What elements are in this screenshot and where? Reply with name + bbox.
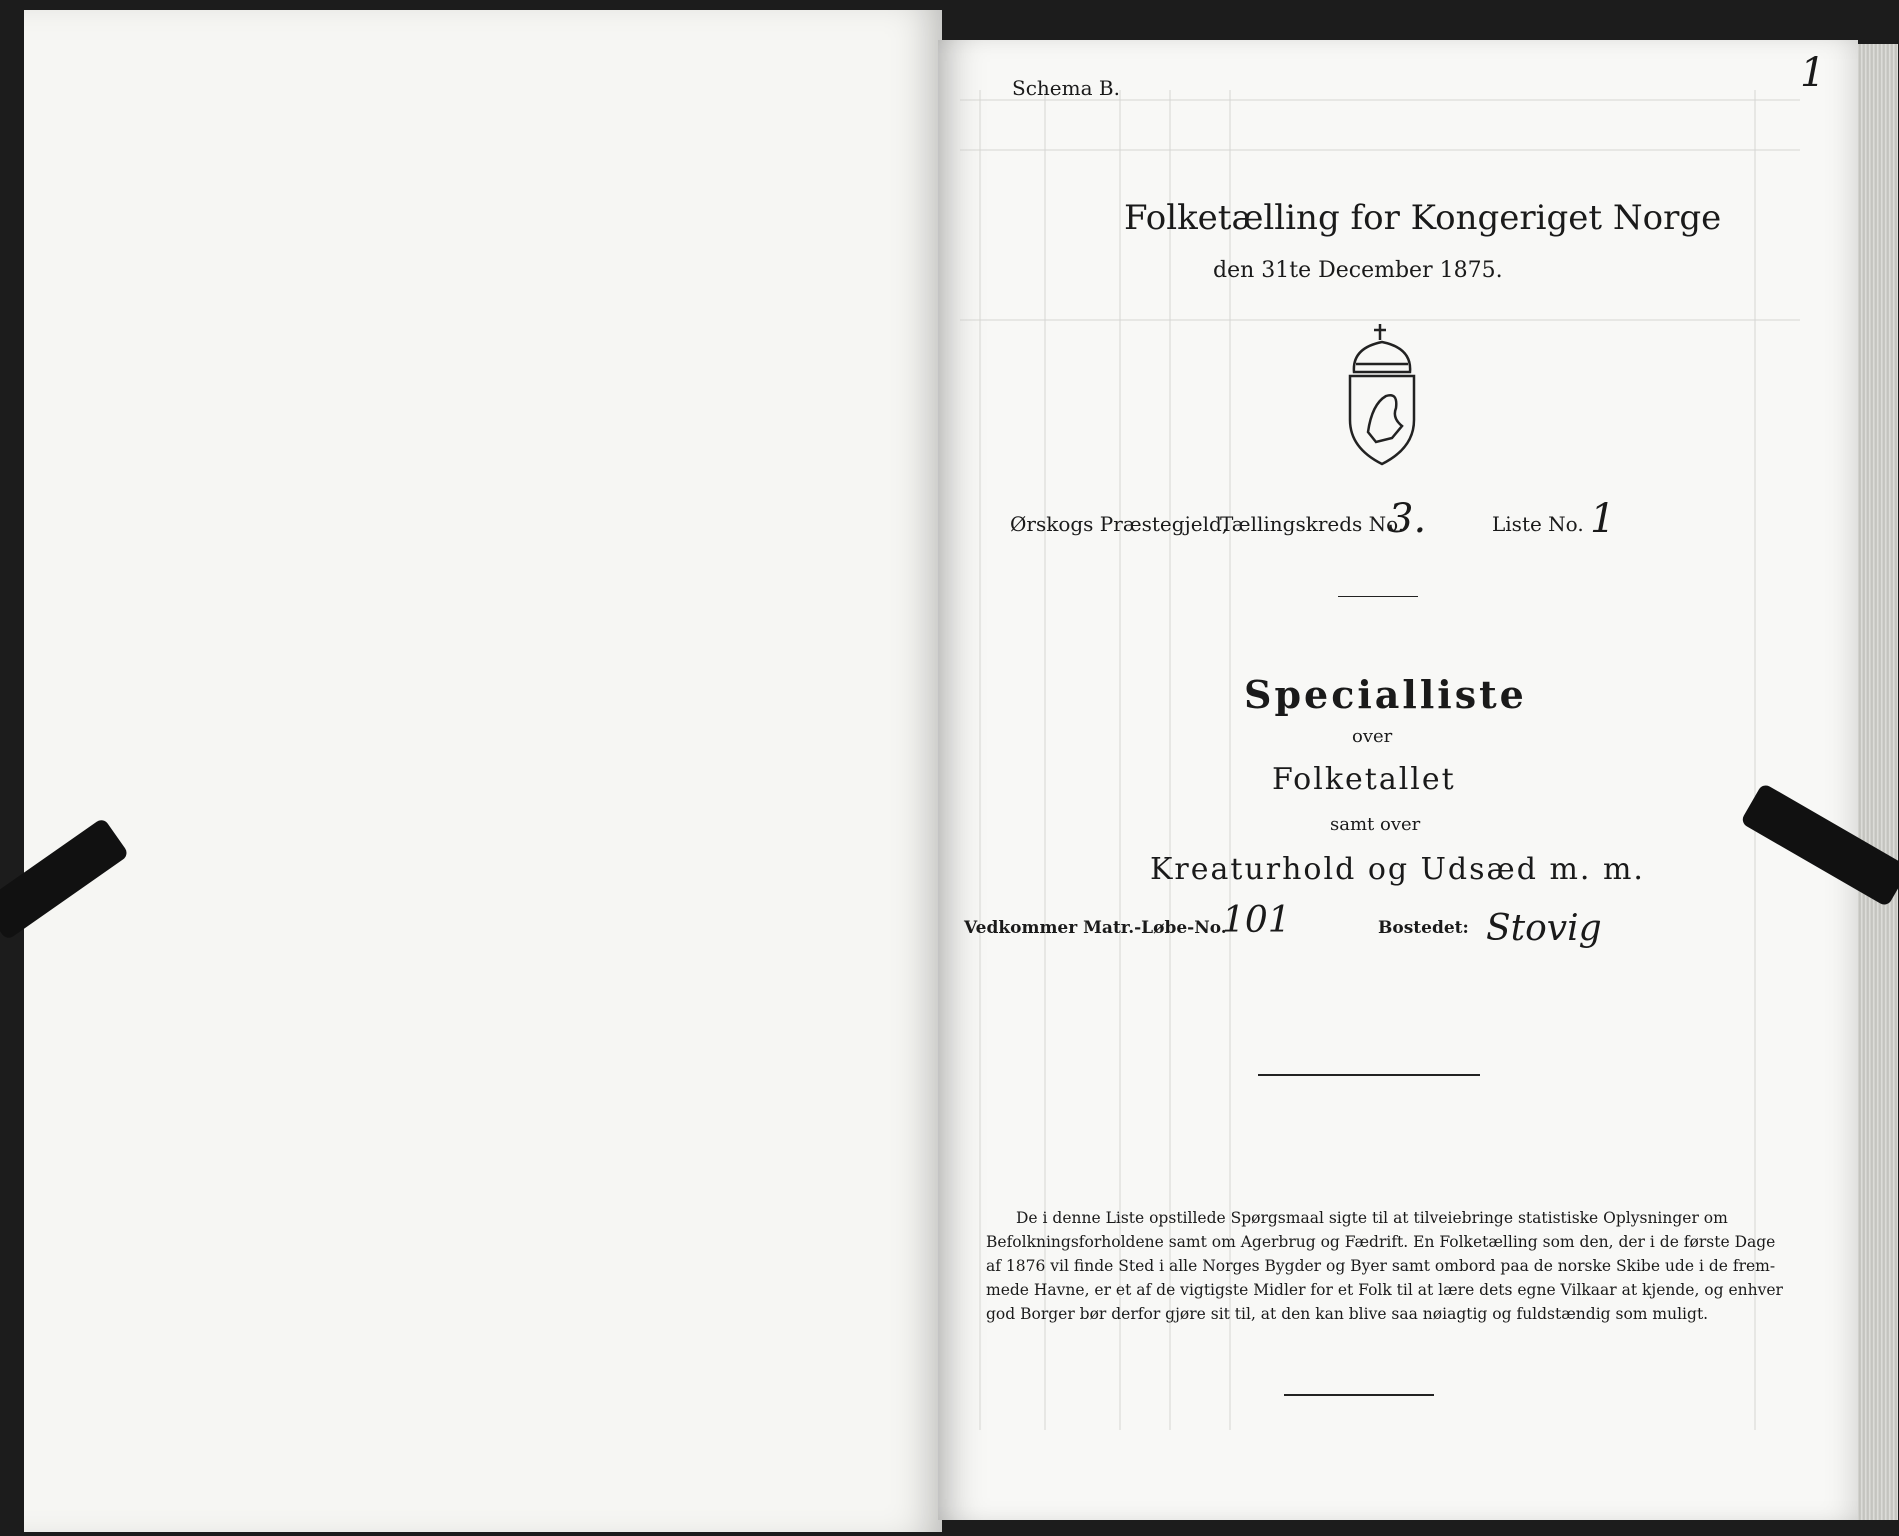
liste-label: Liste No. [1492, 512, 1584, 536]
prestegjeld-label: Ørskogs Præstegjeld, [1010, 512, 1229, 536]
samt-over-text: samt over [1330, 814, 1421, 835]
bosted-label: Bostedet: [1378, 918, 1469, 938]
kreaturhold-heading: Kreaturhold og Udsæd m. m. [1150, 852, 1645, 887]
separator-rule-top [1338, 596, 1418, 597]
over-text-1: over [1352, 726, 1393, 747]
separator-rule-bottom [1284, 1394, 1434, 1396]
tellingskreds-value: 3. [1388, 496, 1427, 542]
instructions-paragraph [986, 1206, 1783, 1326]
bosted-value: Stovig [1486, 908, 1602, 949]
instruction-line: De i denne Liste opstillede Spørgsmaal sigte til at tilveiebringe statistiske Oplysninger om [1016, 1209, 1728, 1227]
matr-value: 101 [1222, 900, 1291, 941]
specialliste-heading: Specialliste [1244, 672, 1527, 717]
folketallet-heading: Folketallet [1272, 762, 1456, 797]
census-date: den 31te December 1875. [1213, 258, 1503, 283]
schema-label: Schema B. [1012, 76, 1120, 100]
document-title: Folketælling for Kongeriget Norge [1124, 198, 1722, 238]
tellingskreds-label: Tællingskreds No. [1220, 512, 1405, 536]
matr-label: Vedkommer Matr.-Løbe-No. [964, 918, 1227, 938]
instruction-line: Befolkningsforholdene samt om Agerbrug og Fædrift. En Folketælling som den, der i de første Dage [986, 1233, 1776, 1251]
norway-coat-of-arms-icon [1332, 320, 1432, 470]
page-number: 1 [1800, 50, 1826, 96]
page-stack-edge [1858, 44, 1898, 1520]
instruction-line: mede Havne, er et af de vigtigste Midler for et Folk til at lære dets egne Vilkaar at kjende, og enhver [986, 1281, 1783, 1299]
liste-value: 1 [1590, 496, 1616, 542]
left-page-blank [24, 10, 942, 1532]
separator-rule-middle [1258, 1074, 1480, 1076]
instruction-line: god Borger bør derfor gjøre sit til, at den kan blive saa nøiagtig og fuldstændig som muligt. [986, 1305, 1709, 1323]
instruction-line: af 1876 vil finde Sted i alle Norges Bygder og Byer samt ombord paa de norske Skibe ude i de frem- [986, 1257, 1776, 1275]
